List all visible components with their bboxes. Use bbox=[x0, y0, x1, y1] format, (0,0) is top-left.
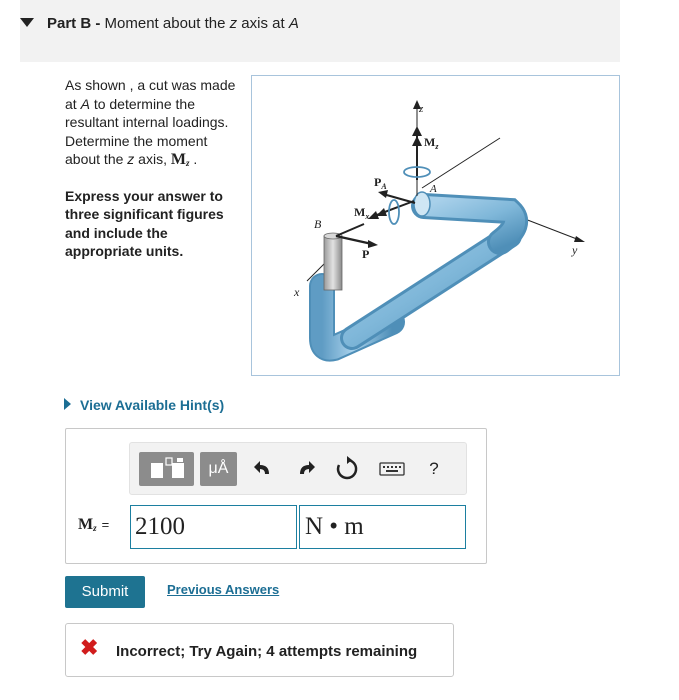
template-icon[interactable] bbox=[139, 452, 194, 486]
answer-value-input[interactable]: 2100 bbox=[130, 505, 297, 549]
label-p: P bbox=[362, 247, 370, 261]
answer-box bbox=[65, 428, 487, 564]
mx-rotation-arrow bbox=[389, 200, 399, 224]
collapse-caret-icon[interactable] bbox=[20, 18, 34, 27]
feedback-box bbox=[65, 623, 454, 677]
label-b: B bbox=[314, 217, 322, 231]
part-title: Part B - Moment about the z axis at A bbox=[47, 15, 299, 32]
answer-instruction: Express your answer to three significant figures and include the appropriate units. bbox=[65, 187, 224, 259]
units-button[interactable]: μÅ bbox=[200, 452, 237, 486]
label-a: A bbox=[430, 183, 437, 195]
redo-icon[interactable] bbox=[292, 452, 318, 486]
cut-face-A bbox=[414, 192, 430, 216]
label-z: z bbox=[419, 103, 424, 115]
mz-symbol: $M_z$ bbox=[170, 151, 190, 168]
undo-icon[interactable] bbox=[251, 452, 277, 486]
view-hints-link[interactable]: View Available Hint(s) bbox=[64, 397, 224, 413]
help-button[interactable]: ? bbox=[429, 459, 439, 478]
label-pa: $P_A$ bbox=[374, 175, 387, 191]
problem-statement: As shown , a cut was made at A to determine the resultant internal loadings. Determine the moment about the z axis, $M_z$ . Express your answer to three significant figures and include the appropriate units. bbox=[65, 76, 245, 261]
incorrect-x-icon: ✖ bbox=[80, 635, 99, 660]
label-x: x bbox=[294, 285, 300, 299]
reset-icon[interactable] bbox=[334, 452, 360, 486]
answer-units-input[interactable]: N • m bbox=[299, 505, 466, 549]
keyboard-icon[interactable] bbox=[378, 452, 406, 486]
y-axis-arrow bbox=[574, 236, 585, 242]
pipe-diagram bbox=[252, 76, 619, 375]
label-mz: $M_z$ bbox=[424, 135, 439, 151]
label-y: y bbox=[572, 243, 578, 257]
expand-triangle-icon bbox=[64, 398, 71, 410]
answer-variable-label: $M_z$ = bbox=[78, 516, 110, 533]
previous-answers-link[interactable]: Previous Answers bbox=[167, 582, 280, 597]
submit-button[interactable]: Submit bbox=[65, 576, 145, 608]
problem-figure bbox=[251, 75, 620, 376]
math-toolbar bbox=[129, 442, 467, 495]
label-mx: $M_x$ bbox=[354, 205, 370, 221]
feedback-message: Incorrect; Try Again; 4 attempts remaining bbox=[116, 643, 418, 660]
support-post bbox=[324, 236, 342, 290]
